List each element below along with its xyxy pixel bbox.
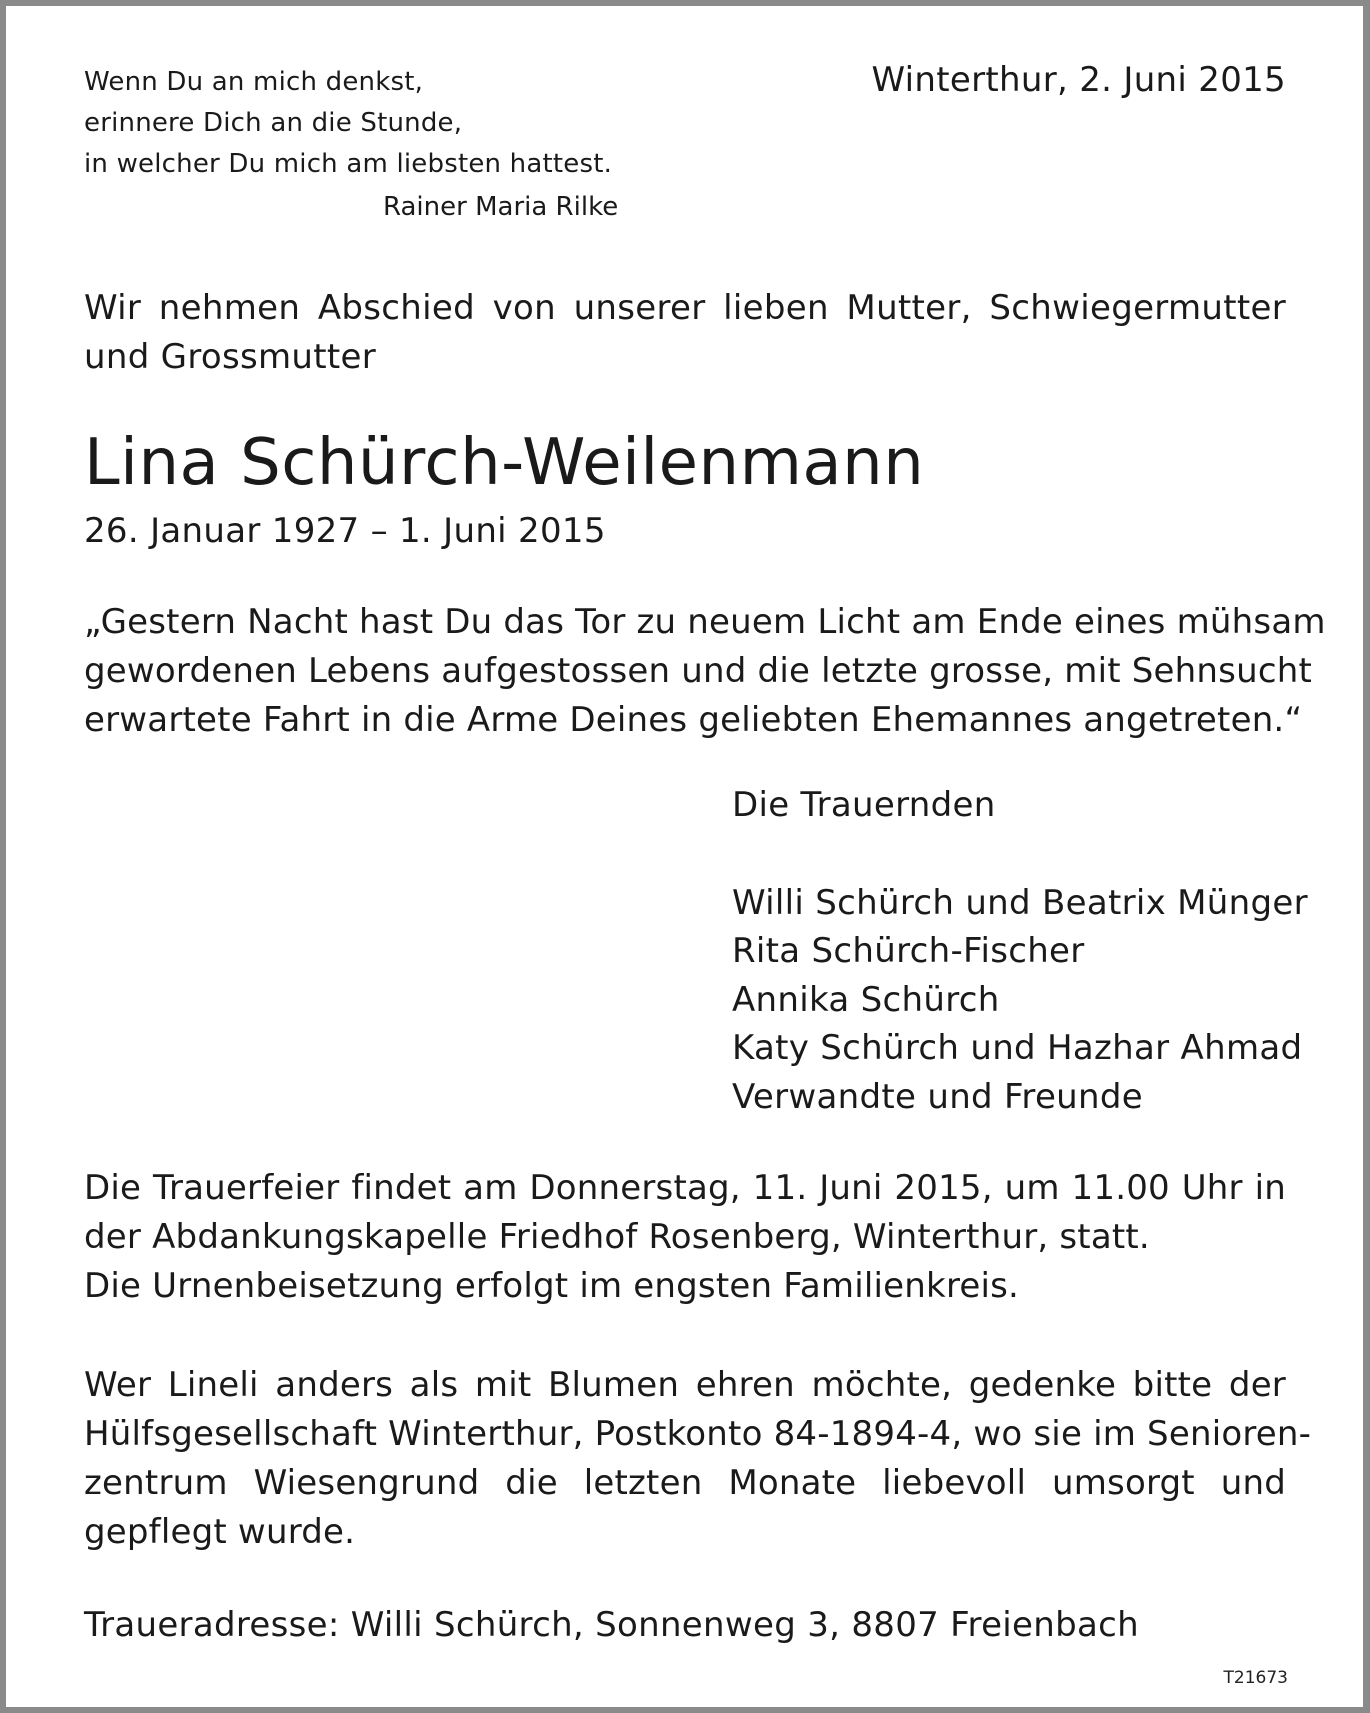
donation-line: gepflegt wurde.: [84, 1512, 356, 1552]
epitaph-line: gewordenen Lebens aufgestossen und die letzte grosse, mit Sehnsucht: [84, 651, 1313, 691]
mourners-list: [732, 781, 1308, 1121]
epitaph: [84, 598, 1326, 745]
mourner-name: Katy Schürch und Hazhar Ahmad: [732, 1028, 1303, 1068]
donation-line: zentrum Wiesengrund die letzten Monate liebevoll umsorgt und: [84, 1463, 1286, 1503]
quote-line: Wenn Du an mich denkst,: [84, 67, 424, 97]
donation-line: Wer Lineli anders als mit Blumen ehren möchte, gedenke bitte der: [84, 1365, 1286, 1405]
mourners-heading: Die Trauernden: [732, 785, 996, 825]
mourner-name: Annika Schürch: [732, 979, 1000, 1020]
quote-line: in welcher Du mich am liebsten hattest.: [84, 149, 613, 179]
mourner-name: Rita Schürch-Fischer: [732, 931, 1085, 971]
epitaph-line: „Gestern Nacht hast Du das Tor zu neuem Licht am Ende eines mühsam: [84, 602, 1326, 642]
reference-code: T21673: [1223, 1668, 1288, 1688]
epitaph-line: erwartete Fahrt in die Arme Deines geliebten Ehemannes angetreten.“: [84, 700, 1303, 740]
donation-line: Hülfsgesellschaft Winterthur, Postkonto 84-1894-4, wo sie im Senioren-: [84, 1414, 1312, 1454]
quote-line: erinnere Dich an die Stunde,: [84, 108, 463, 138]
quote-author: Rainer Maria Rilke: [383, 192, 619, 222]
deceased-name: Lina Schürch-Weilenmann: [84, 426, 925, 500]
rilke-quote: [84, 62, 644, 185]
ceremony-line: der Abdankungskapelle Friedhof Rosenberg, Winterthur, statt.: [84, 1217, 1150, 1257]
ceremony-info: [84, 1164, 1286, 1311]
ceremony-line: Die Urnenbeisetzung erfolgt im engsten Familienkreis.: [84, 1266, 1020, 1306]
intro-text: Wir nehmen Abschied von unserer lieben Mutter, Schwiegermutter und Grossmutter: [84, 288, 1286, 377]
life-dates: 26. Januar 1927 – 1. Juni 2015: [84, 511, 606, 551]
ceremony-line: Die Trauerfeier findet am Donnerstag, 11. Juni 2015, um 11.00 Uhr in: [84, 1168, 1286, 1208]
mourning-address: Traueradresse: Willi Schürch, Sonnenweg 3, 8807 Freienbach: [84, 1605, 1139, 1645]
donation-info: [84, 1361, 1312, 1557]
mourner-name: Verwandte und Freunde: [732, 1076, 1143, 1117]
mourner-name: Willi Schürch und Beatrix Münger: [732, 882, 1308, 923]
place-date: Winterthur, 2. Juni 2015: [871, 60, 1286, 100]
